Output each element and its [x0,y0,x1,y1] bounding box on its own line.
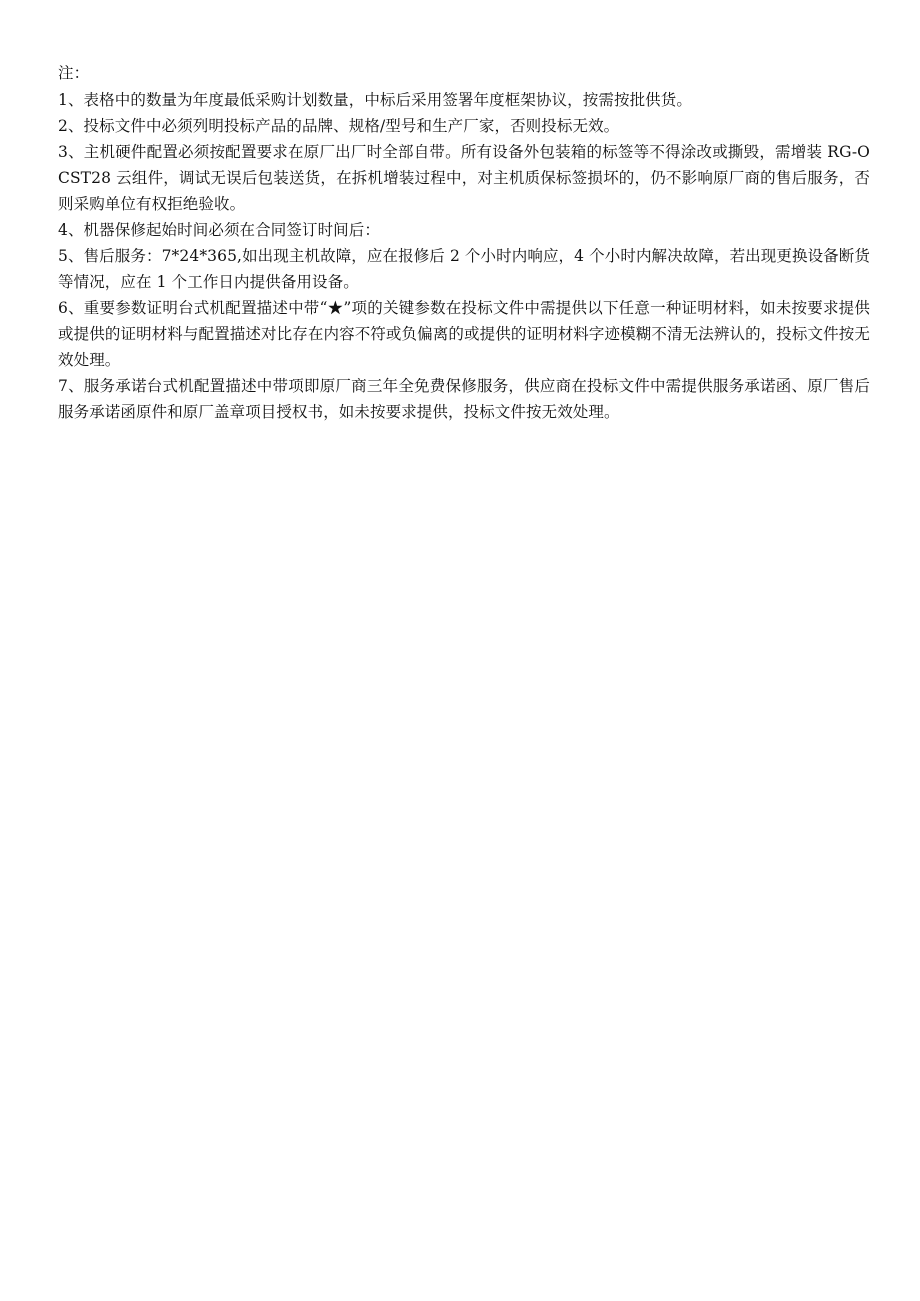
note-item-2: 2、投标文件中必须列明投标产品的品牌、规格/型号和生产厂家，否则投标无效。 [58,117,620,135]
notes-section [58,60,870,425]
note-item-5: 5、售后服务：7*24*365,如出现主机故障，应在报修后 2 个小时内响应，4 个小时内解决故障，若出现更换设备断货等情况，应在 1 个工作日内提供备用设备。 [58,247,870,291]
note-item-4: 4、机器保修起始时间必须在合同签订时间后： [58,221,380,239]
note-item-1: 1、表格中的数量为年度最低采购计划数量，中标后采用签署年度框架协议，按需按批供货。 [58,91,692,109]
notes-heading: 注： [58,64,90,82]
note-item-7: 7、服务承诺台式机配置描述中带项即原厂商三年全免费保修服务，供应商在投标文件中需提供服务承诺函、原厂售后服务承诺函原件和原厂盖章项目授权书，如未按要求提供，投标文件按无效处理。 [58,377,870,421]
note-item-6: 6、重要参数证明台式机配置描述中带“★”项的关键参数在投标文件中需提供以下任意一种证明材料，如未按要求提供或提供的证明材料与配置描述对比存在内容不符或负偏离的或提供的证明材料字迹模糊不清无法辨认的，投标文件按无效处理。 [58,299,870,369]
note-item-3: 3、主机硬件配置必须按配置要求在原厂出厂时全部自带。所有设备外包装箱的标签等不得涂改或撕毁，需增装 RG-OCST28 云组件，调试无误后包装送货，在拆机增装过程中，对主机质保标签损坏的，仍不影响原厂商的售后服务，否则采购单位有权拒绝验收。 [58,143,870,213]
